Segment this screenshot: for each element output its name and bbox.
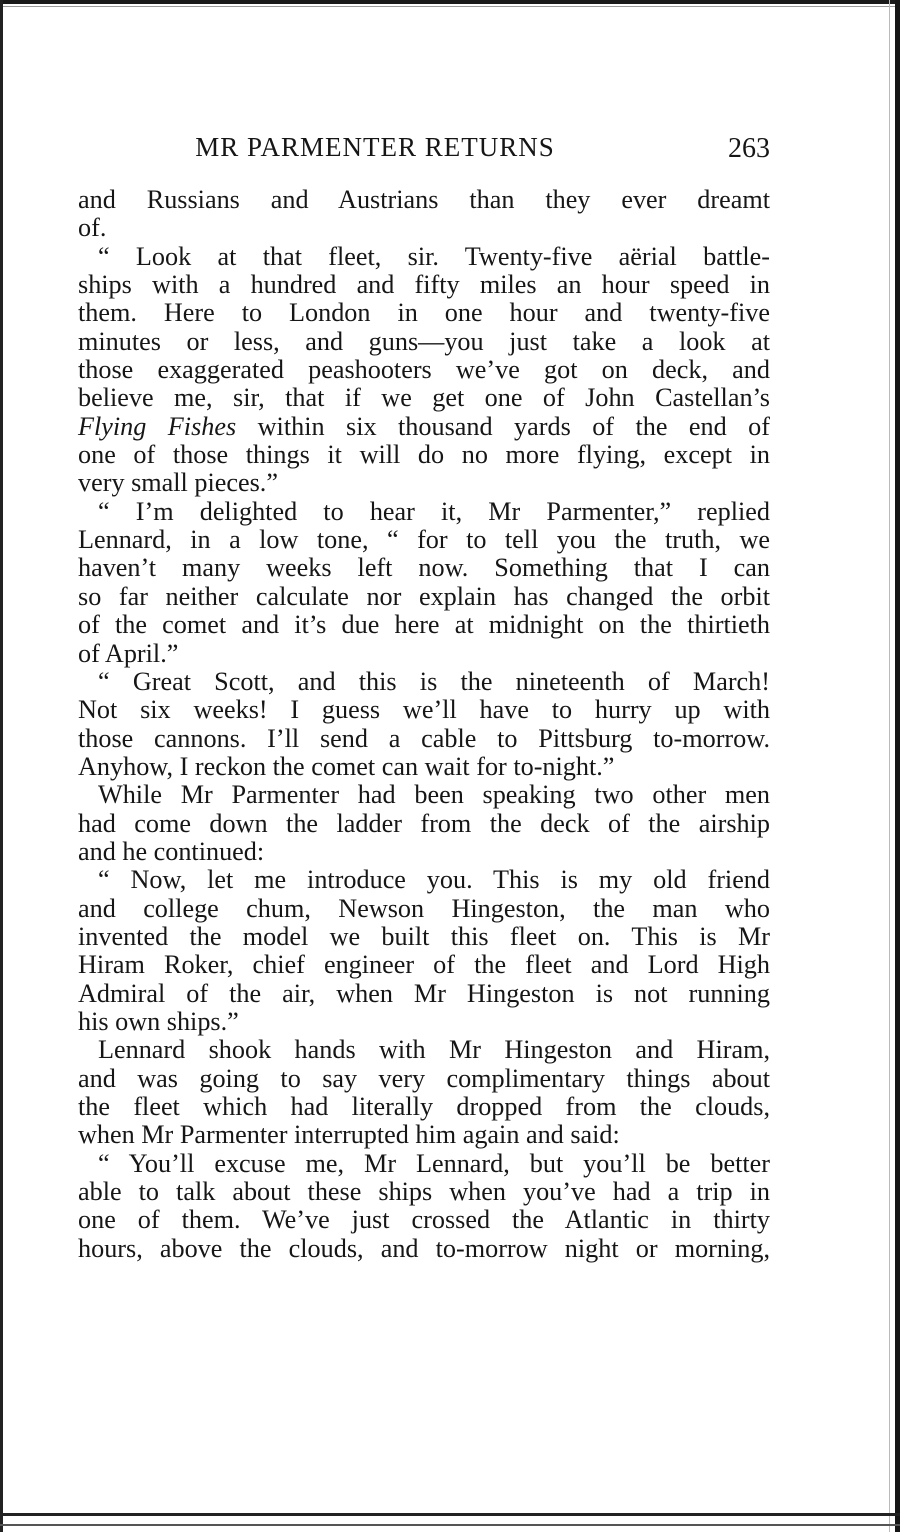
- text-line-content: one of them. We’ve just crossed the Atlantic in thirty: [78, 1205, 770, 1235]
- text-line-content: of.: [78, 213, 107, 243]
- text-line-content: hours, above the clouds, and to-morrow night or morning,: [78, 1233, 770, 1263]
- scan-border-bottom: [0, 1513, 900, 1516]
- text-line-content: the fleet which had literally dropped from the clouds,: [78, 1092, 770, 1121]
- text-line-content: “ Now, let me introduce you. This is my old friend: [98, 865, 770, 895]
- text-line: [78, 668, 770, 696]
- text-line-content: Hiram Roker, chief engineer of the fleet and Lord High: [78, 950, 770, 980]
- text-line: [78, 554, 770, 582]
- text-line: [78, 243, 770, 271]
- text-line: [78, 356, 770, 384]
- scan-border-right: [895, 0, 900, 1532]
- text-line-content: “ Look at that fleet, sir. Twenty-five aërial battle-: [98, 241, 770, 271]
- text-line: [78, 640, 770, 668]
- text-line-content: ships with a hundred and fifty miles an hour speed in: [78, 270, 770, 300]
- text-line-content: haven’t many weeks left now. Something that I can: [78, 553, 770, 583]
- text-line-content: “ Great Scott, and this is the nineteenth of March!: [98, 666, 770, 696]
- scan-border-top-rule: [0, 6, 900, 7]
- text-line: [78, 1150, 770, 1178]
- text-line: [78, 413, 770, 441]
- text-line-content: one of those things it will do no more flying, except in: [78, 440, 770, 470]
- text-line-content: Not six weeks! I guess we’ll have to hurry up with: [78, 695, 770, 725]
- text-line-content: Admiral of the air, when Mr Hingeston is not running: [78, 978, 770, 1008]
- text-line-content: very small pieces.”: [78, 468, 278, 498]
- text-line: [78, 299, 770, 327]
- text-line: [78, 328, 770, 356]
- text-line: [78, 214, 770, 242]
- text-line-content: had come down the ladder from the deck of the airship: [78, 808, 770, 838]
- scan-border-left: [0, 0, 3, 1532]
- text-line: [78, 1235, 770, 1263]
- text-line: [78, 810, 770, 838]
- text-line-content: them. Here to London in one hour and twenty-five: [78, 298, 770, 328]
- text-line: [78, 1093, 770, 1121]
- scan-border-bottom-rule: [0, 1524, 900, 1526]
- text-line: [78, 498, 770, 526]
- text-line: [78, 1178, 770, 1206]
- text-line-content: minutes or less, and guns—you just take a look at: [78, 326, 770, 356]
- text-line-content: those cannons. I’ll send a cable to Pittsburg to-morrow.: [78, 723, 770, 753]
- page-header: [80, 130, 770, 166]
- text-line: [78, 469, 770, 497]
- italic-title: Flying Fishes: [78, 411, 237, 441]
- body-text: [78, 186, 770, 1263]
- text-line: [78, 838, 770, 866]
- text-line: [78, 923, 770, 951]
- text-line: [78, 866, 770, 894]
- text-line-content: While Mr Parmenter had been speaking two other men: [98, 780, 770, 810]
- text-line: [78, 1036, 770, 1064]
- text-line: [78, 1008, 770, 1036]
- text-line: [78, 980, 770, 1008]
- scan-border-right-rule: [889, 0, 890, 1532]
- text-line-content: when Mr Parmenter interrupted him again and said:: [78, 1120, 620, 1150]
- text-line: [78, 753, 770, 781]
- text-line: [78, 696, 770, 724]
- text-line-content: “ I’m delighted to hear it, Mr Parmenter,” replied: [98, 496, 770, 526]
- text-line-content: and he continued:: [78, 836, 265, 866]
- text-line-content: and Russians and Austrians than they ever dreamt: [78, 185, 770, 214]
- scan-border-top: [0, 0, 900, 4]
- text-line: [78, 384, 770, 412]
- text-line-content: Lennard, in a low tone, “ for to tell you the truth, we: [78, 525, 770, 555]
- running-title: MR PARMENTER RETURNS: [195, 132, 555, 162]
- text-line: [78, 781, 770, 809]
- text-line-content: within six thousand yards of the end of: [236, 411, 770, 441]
- text-line: [78, 1121, 770, 1149]
- text-line-content: Anyhow, I reckon the comet can wait for to-night.”: [78, 751, 615, 781]
- text-line-content: of April.”: [78, 638, 179, 668]
- text-line: [78, 951, 770, 979]
- text-line: [78, 725, 770, 753]
- page-number: 263: [728, 133, 770, 164]
- text-line: [78, 1065, 770, 1093]
- text-line-content: able to talk about these ships when you’ve had a trip in: [78, 1177, 770, 1207]
- text-line-content: those exaggerated peashooters we’ve got on deck, and: [78, 355, 770, 385]
- text-line: [78, 1206, 770, 1234]
- text-line: [78, 271, 770, 299]
- text-line-content: and was going to say very complimentary things about: [78, 1063, 770, 1093]
- text-line: [78, 441, 770, 469]
- text-line-content: his own ships.”: [78, 1006, 239, 1036]
- text-line-content: so far neither calculate nor explain has changed the orbit: [78, 581, 770, 611]
- text-line-content: Lennard shook hands with Mr Hingeston and Hiram,: [98, 1035, 770, 1065]
- text-line: [78, 526, 770, 554]
- text-line: [78, 186, 770, 214]
- text-line-content: believe me, sir, that if we get one of John Castellan’s: [78, 383, 770, 413]
- text-line: [78, 895, 770, 923]
- text-line: [78, 611, 770, 639]
- text-line: [78, 583, 770, 611]
- text-line-content: and college chum, Newson Hingeston, the man who: [78, 893, 770, 923]
- text-line-content: invented the model we built this fleet on. This is Mr: [78, 921, 770, 951]
- text-line-content: “ You’ll excuse me, Mr Lennard, but you’ll be better: [98, 1148, 770, 1178]
- text-line-content: of the comet and it’s due here at midnight on the thirtieth: [78, 610, 770, 640]
